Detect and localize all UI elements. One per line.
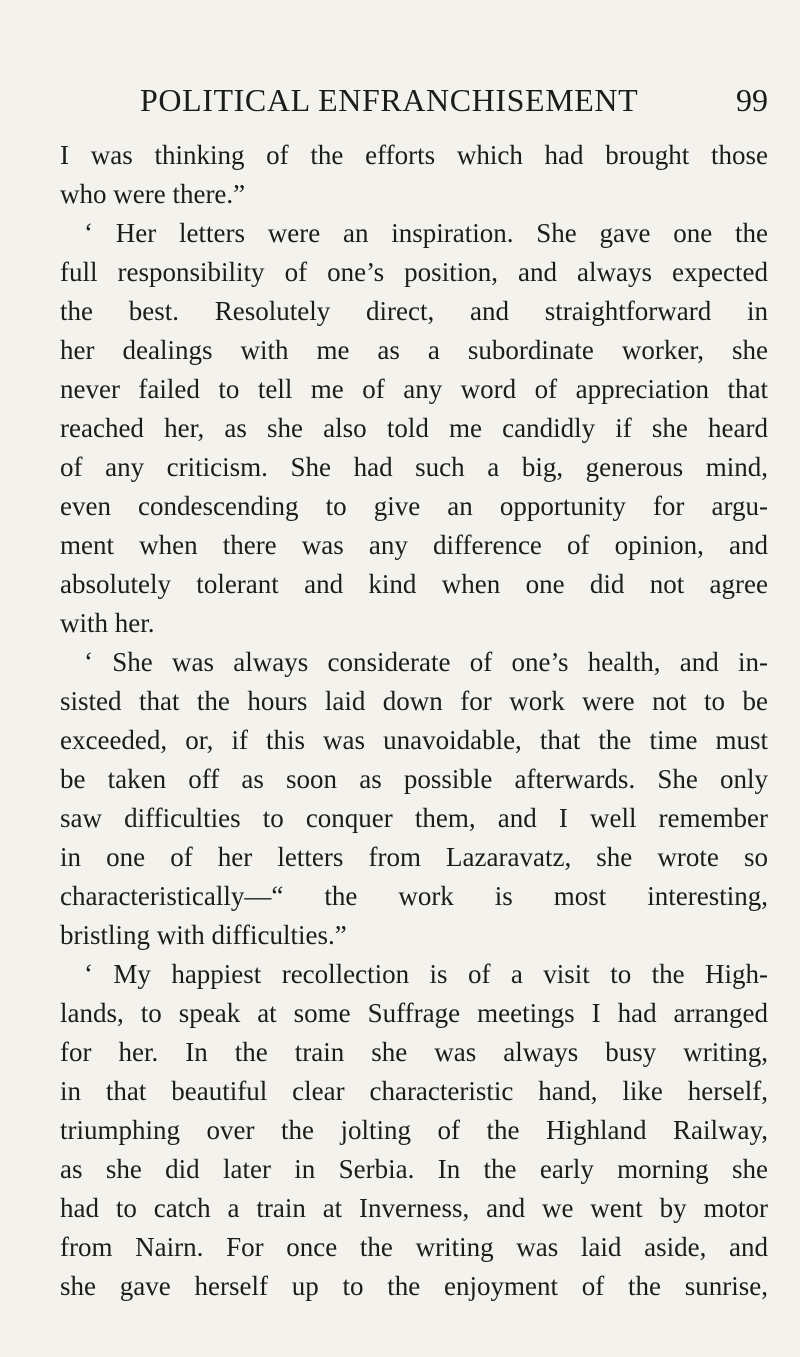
text-line: her dealings with me as a subordinate worker, she: [60, 335, 768, 365]
text-line: I was thinking of the efforts which had brought those: [60, 140, 768, 170]
text-line: of any criticism. She had such a big, generous mind,: [60, 452, 768, 482]
text-line: never failed to tell me of any word of appreciation that: [60, 374, 768, 404]
text-line: ment when there was any difference of opinion, and: [60, 530, 768, 560]
text-line: lands, to speak at some Suffrage meetings I had arranged: [60, 998, 768, 1028]
text-line: from Nairn. For once the writing was laid aside, and: [60, 1232, 768, 1262]
text-line: even condescending to give an opportunity for argu-: [60, 491, 768, 521]
text-line: in one of her letters from Lazaravatz, she wrote so: [60, 842, 768, 872]
text-line: triumphing over the jolting of the Highland Railway,: [60, 1115, 768, 1145]
text-line: in that beautiful clear characteristic hand, like herself,: [60, 1076, 768, 1106]
text-line: ‘ My happiest recollection is of a visit to the High-: [84, 959, 768, 989]
text-line: characteristically—“ the work is most interesting,: [60, 881, 768, 911]
text-line: she gave herself up to the enjoyment of the sunrise,: [60, 1271, 768, 1301]
text-line: as she did later in Serbia. In the early morning she: [60, 1154, 768, 1184]
text-line: ‘ Her letters were an inspiration. She gave one the: [84, 218, 768, 248]
text-line: the best. Resolutely direct, and straightforward in: [60, 296, 768, 326]
text-line: for her. In the train she was always busy writing,: [60, 1037, 768, 1067]
running-head: [140, 82, 768, 122]
text-line: be taken off as soon as possible afterwards. She only: [60, 764, 768, 794]
text-line: bristling with difficulties.”: [60, 920, 347, 950]
text-line: saw difficulties to conquer them, and I well remember: [60, 803, 768, 833]
text-line: absolutely tolerant and kind when one did not agree: [60, 569, 768, 599]
text-line: reached her, as she also told me candidly if she heard: [60, 413, 768, 443]
text-line: who were there.”: [60, 179, 246, 209]
text-line: had to catch a train at Inverness, and we went by motor: [60, 1193, 768, 1223]
text-line: exceeded, or, if this was unavoidable, that the time must: [60, 725, 768, 755]
running-title: POLITICAL ENFRANCHISEMENT: [140, 82, 639, 118]
text-line: ‘ She was always considerate of one’s health, and in-: [84, 647, 768, 677]
text-line: with her.: [60, 608, 155, 638]
text-line: sisted that the hours laid down for work were not to be: [60, 686, 768, 716]
text-line: full responsibility of one’s position, and always expected: [60, 257, 768, 287]
page-number: 99: [736, 82, 768, 118]
